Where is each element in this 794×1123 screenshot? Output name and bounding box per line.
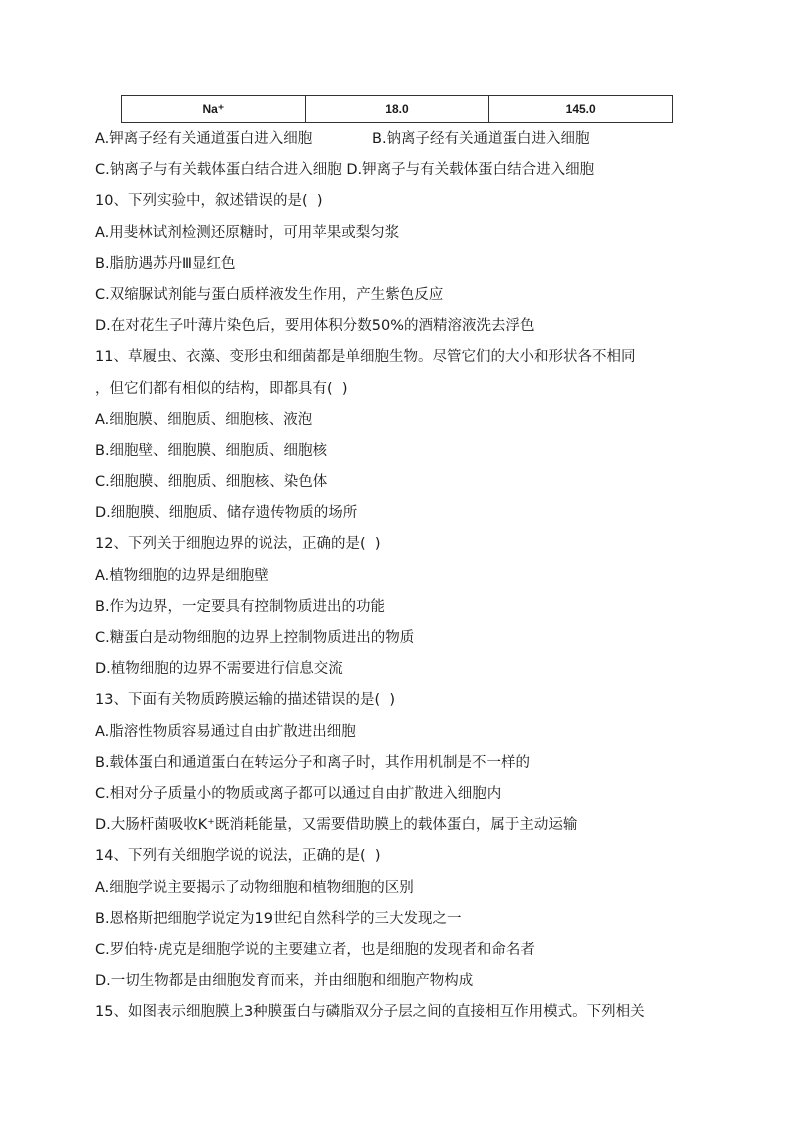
option-line: A.植物细胞的边界是细胞壁: [95, 567, 269, 584]
table-cell-intracellular: 18.0: [305, 96, 489, 123]
option-line: D.植物细胞的边界不需要进行信息交流: [95, 661, 343, 678]
question-stem: 13、下面有关物质跨膜运输的描述错误的是( ): [95, 692, 395, 709]
table-cell-ion: Na⁺: [122, 96, 306, 123]
option-line: A.用斐林试剂检测还原糖时，可用苹果或梨匀浆: [95, 224, 400, 241]
question-stem: 15、如图表示细胞膜上3种膜蛋白与磷脂双分子层之间的直接相互作用模式。下列相关: [95, 1004, 645, 1021]
option-line: C.糖蛋白是动物细胞的边界上控制物质进出的物质: [95, 630, 415, 646]
option-line: D.一切生物都是由细胞发育而来，并由细胞和细胞产物构成: [95, 973, 474, 990]
option-line: C.罗伯特·虎克是细胞学说的主要建立者，也是细胞的发现者和命名者: [95, 941, 535, 958]
option-line: D.在对花生子叶薄片染色后，要用体积分数50%的酒精溶液洗去浮色: [95, 318, 535, 335]
table-row: [122, 96, 673, 123]
option-line: D.细胞膜、细胞质、储存遗传物质的场所: [95, 505, 358, 522]
option-b: B.钠离子经有关通道蛋白进入细胞: [372, 131, 590, 147]
option-line-ab: [95, 124, 705, 155]
option-line: B.细胞壁、细胞膜、细胞质、细胞核: [95, 442, 328, 459]
option-line: A.细胞膜、细胞质、细胞核、液泡: [95, 411, 313, 428]
question-stem: 14、下列有关细胞学说的说法，正确的是( ): [95, 848, 381, 865]
question-text: [95, 124, 705, 1028]
option-line: C.相对分子质量小的物质或离子都可以通过自由扩散进入细胞内: [95, 785, 502, 802]
option-line: B.脂肪遇苏丹Ⅲ显红色: [95, 255, 236, 272]
ion-concentration-table: [121, 95, 673, 123]
text-line: C.钠离子与有关载体蛋白结合进入细胞 D.钾离子与有关载体蛋白结合进入细胞: [95, 162, 595, 179]
table-cell-extracellular: 145.0: [489, 96, 673, 123]
option-line: D.大肠杆菌吸收K⁺既消耗能量，又需要借助膜上的载体蛋白，属于主动运输: [95, 817, 578, 834]
question-stem: 10、下列实验中，叙述错误的是( ): [95, 193, 323, 210]
option-line: B.恩格斯把细胞学说定为19世纪自然科学的三大发现之一: [95, 910, 462, 927]
option-line: B.作为边界，一定要具有控制物质进出的功能: [95, 598, 386, 615]
option-line: B.载体蛋白和通道蛋白在转运分子和离子时，其作用机制是不一样的: [95, 754, 531, 771]
question-stem-cont: ，但它们都有相似的结构，即都具有( ): [95, 380, 348, 397]
option-line: C.细胞膜、细胞质、细胞核、染色体: [95, 474, 328, 491]
option-line: C.双缩脲试剂能与蛋白质样液发生作用，产生紫色反应: [95, 286, 444, 303]
question-stem: 11、草履虫、衣藻、变形虫和细菌都是单细胞生物。尽管它们的大小和形状各不相同: [95, 349, 636, 366]
option-line: A.细胞学说主要揭示了动物细胞和植物细胞的区别: [95, 879, 414, 896]
option-line: A.脂溶性物质容易通过自由扩散进出细胞: [95, 723, 356, 740]
option-a: A.钾离子经有关通道蛋白进入细胞: [95, 131, 313, 147]
question-stem: 12、下列关于细胞边界的说法，正确的是( ): [95, 536, 381, 553]
